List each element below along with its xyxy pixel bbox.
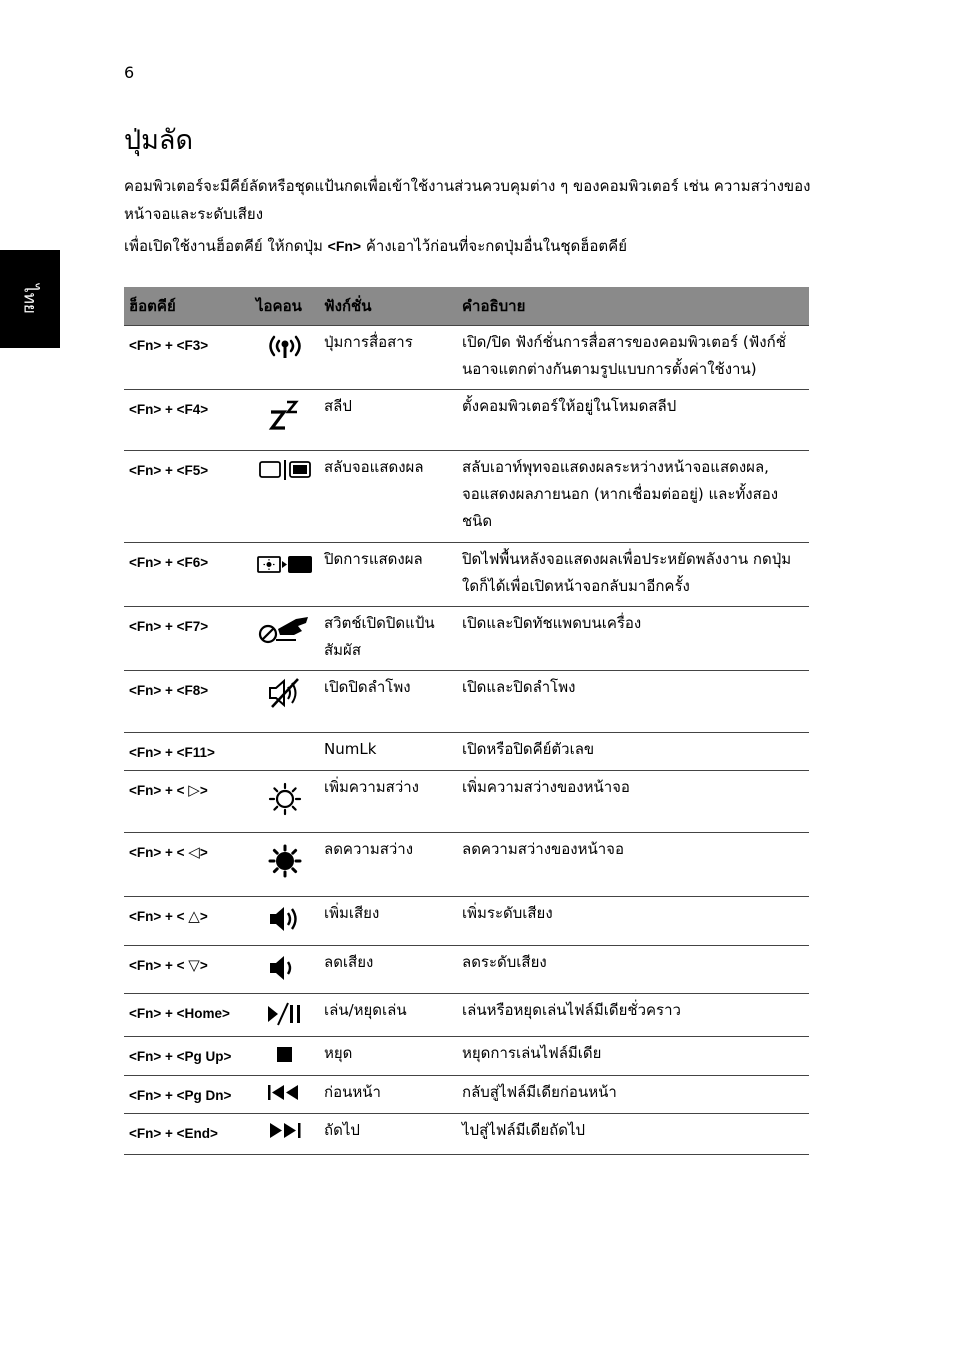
display-off-icon bbox=[256, 549, 314, 577]
speaker-toggle-icon bbox=[265, 677, 305, 709]
intro-instruction bbox=[124, 233, 824, 259]
hotkey-cell: <Fn> + <F5> bbox=[124, 451, 251, 543]
right-arrow-glyph: ▷ bbox=[188, 781, 200, 799]
table-row bbox=[124, 390, 809, 451]
description-cell: หยุดการเล่นไฟล์มีเดีย bbox=[457, 1037, 809, 1076]
hotkey-cell: <Fn> + <F8> bbox=[124, 671, 251, 733]
function-cell: หยุด bbox=[319, 1037, 457, 1076]
touchpad-toggle-icon bbox=[256, 613, 314, 647]
hotkey-suffix: > bbox=[199, 909, 208, 924]
intro-paragraph: คอมพิวเตอร์จะมีคีย์ลัดหรือชุดแป้นกดเพื่อเข้าใช้งานส่วนควบคุมต่าง ๆ ของคอมพิวเตอร์ เช่น ความสว่างของหน้าจอและระดับเสียง bbox=[124, 177, 811, 223]
intro-instruction-after: ค้างเอาไว้ก่อนที่จะกดปุ่มอื่นในชุดฮ็อตคีย์ bbox=[361, 237, 627, 255]
icon-cell bbox=[251, 451, 319, 543]
left-arrow-glyph: ◁ bbox=[188, 843, 200, 861]
table-row bbox=[124, 671, 809, 733]
function-cell: NumLk bbox=[319, 733, 457, 771]
table-row bbox=[124, 946, 809, 994]
hotkey-suffix: > bbox=[199, 958, 208, 973]
description-cell: เปิดหรือปิดคีย์ตัวเลข bbox=[457, 733, 809, 771]
hotkey-cell bbox=[124, 946, 251, 994]
icon-cell bbox=[251, 390, 319, 451]
hotkey-prefix: <Fn> + < bbox=[129, 845, 189, 860]
hotkey-suffix: > bbox=[199, 783, 208, 798]
icon-cell bbox=[251, 607, 319, 671]
function-cell: สลีป bbox=[319, 390, 457, 451]
hotkey-cell: <Fn> + <Home> bbox=[124, 994, 251, 1037]
hotkey-cell: <Fn> + <F3> bbox=[124, 326, 251, 390]
function-cell: ก่อนหน้า bbox=[319, 1076, 457, 1114]
wireless-icon bbox=[265, 332, 305, 362]
hotkey-cell: <Fn> + <F7> bbox=[124, 607, 251, 671]
up-arrow-glyph: △ bbox=[188, 907, 200, 925]
hotkey-cell: <Fn> + <Pg Dn> bbox=[124, 1076, 251, 1114]
stop-icon bbox=[265, 1043, 305, 1067]
hotkey-prefix: <Fn> + < bbox=[129, 783, 189, 798]
description-cell: เล่นหรือหยุดเล่นไฟล์มีเดียชั่วคราว bbox=[457, 994, 809, 1037]
page-title: ปุ่มลัด bbox=[124, 125, 194, 156]
description-cell: เปิด/ปิด ฟังก์ชั่นการสื่อสารของคอมพิวเตอร์ (ฟังก์ชั่นอาจแตกต่างกันตามรูปแบบการตั้งค่าใช้งาน) bbox=[457, 326, 809, 390]
table-row bbox=[124, 1037, 809, 1076]
header-icon: ไอคอน bbox=[251, 287, 319, 326]
hotkey-prefix: <Fn> + < bbox=[129, 958, 189, 973]
hotkey-table bbox=[124, 287, 809, 1155]
function-cell: ถัดไป bbox=[319, 1114, 457, 1155]
table-row bbox=[124, 994, 809, 1037]
function-cell: เล่น/หยุดเล่น bbox=[319, 994, 457, 1037]
table-row bbox=[124, 543, 809, 607]
description-cell: เปิดและปิดลำโพง bbox=[457, 671, 809, 733]
header-description: คำอธิบาย bbox=[457, 287, 809, 326]
hotkey-cell: <Fn> + <End> bbox=[124, 1114, 251, 1155]
icon-cell bbox=[251, 671, 319, 733]
display-toggle-icon bbox=[257, 457, 313, 483]
function-cell: เพิ่มเสียง bbox=[319, 897, 457, 946]
hotkey-cell: <Fn> + <Pg Up> bbox=[124, 1037, 251, 1076]
description-cell: ไปสู่ไฟล์มีเดียถัดไป bbox=[457, 1114, 809, 1155]
down-arrow-glyph: ▽ bbox=[188, 956, 200, 974]
hotkey-prefix: <Fn> + < bbox=[129, 909, 189, 924]
table-row bbox=[124, 326, 809, 390]
table-row bbox=[124, 1114, 809, 1155]
hotkey-suffix: > bbox=[199, 845, 208, 860]
icon-cell bbox=[251, 771, 319, 833]
brightness-up-icon bbox=[265, 777, 305, 817]
description-cell: ลดระดับเสียง bbox=[457, 946, 809, 994]
table-row bbox=[124, 1076, 809, 1114]
hotkey-cell bbox=[124, 897, 251, 946]
description-cell: เพิ่มความสว่างของหน้าจอ bbox=[457, 771, 809, 833]
icon-cell bbox=[251, 543, 319, 607]
function-cell: สวิตช์เปิดปิดแป้นสัมผัส bbox=[319, 607, 457, 671]
function-cell: ปุ่มการสื่อสาร bbox=[319, 326, 457, 390]
next-icon bbox=[264, 1120, 306, 1142]
hotkey-cell: <Fn> + <F4> bbox=[124, 390, 251, 451]
description-cell: สลับเอาท์พุทจอแสดงผลระหว่างหน้าจอแสดงผล, จอแสดงผลภายนอก (หากเชื่อมต่ออยู่) และทั้งสองชนิด bbox=[457, 451, 809, 543]
table-row bbox=[124, 833, 809, 897]
intro-instruction-before: เพื่อเปิดใช้งานฮ็อตคีย์ ให้กดปุ่ม bbox=[124, 237, 328, 255]
function-cell: เปิดปิดลำโพง bbox=[319, 671, 457, 733]
previous-icon bbox=[264, 1082, 306, 1104]
icon-cell bbox=[251, 1076, 319, 1114]
icon-cell bbox=[251, 897, 319, 946]
icon-cell bbox=[251, 733, 319, 771]
icon-cell bbox=[251, 994, 319, 1037]
header-hotkey: ฮ็อตคีย์ bbox=[124, 287, 251, 326]
table-row bbox=[124, 771, 809, 833]
hotkey-cell bbox=[124, 833, 251, 897]
function-cell: เพิ่มความสว่าง bbox=[319, 771, 457, 833]
function-cell: ปิดการแสดงผล bbox=[319, 543, 457, 607]
function-cell: สลับจอแสดงผล bbox=[319, 451, 457, 543]
table-header-row bbox=[124, 287, 809, 326]
description-cell: เปิดและปิดทัชแพดบนเครื่อง bbox=[457, 607, 809, 671]
function-cell: ลดเสียง bbox=[319, 946, 457, 994]
icon-cell bbox=[251, 946, 319, 994]
table-row bbox=[124, 451, 809, 543]
function-cell: ลดความสว่าง bbox=[319, 833, 457, 897]
icon-cell bbox=[251, 326, 319, 390]
table-row bbox=[124, 733, 809, 771]
volume-down-icon bbox=[265, 952, 305, 984]
table-row bbox=[124, 897, 809, 946]
page-number: 6 bbox=[124, 63, 135, 82]
brightness-down-icon bbox=[265, 839, 305, 879]
description-cell: กลับสู่ไฟล์มีเดียก่อนหน้า bbox=[457, 1076, 809, 1114]
sleep-icon bbox=[265, 396, 305, 432]
description-cell: ปิดไฟพื้นหลังจอแสดงผลเพื่อประหยัดพลังงาน กดปุ่มใดก็ได้เพื่อเปิดหน้าจอกลับมาอีกครั้ง bbox=[457, 543, 809, 607]
icon-cell bbox=[251, 833, 319, 897]
description-cell: เพิ่มระดับเสียง bbox=[457, 897, 809, 946]
hotkey-cell bbox=[124, 771, 251, 833]
play-pause-icon bbox=[264, 1000, 306, 1028]
description-cell: ลดความสว่างของหน้าจอ bbox=[457, 833, 809, 897]
hotkey-cell: <Fn> + <F6> bbox=[124, 543, 251, 607]
hotkey-cell: <Fn> + <F11> bbox=[124, 733, 251, 771]
header-function: ฟังก์ชั่น bbox=[319, 287, 457, 326]
icon-cell bbox=[251, 1037, 319, 1076]
language-side-tab bbox=[0, 250, 60, 348]
fn-key-label: <Fn> bbox=[327, 238, 362, 254]
description-cell: ตั้งคอมพิวเตอร์ให้อยู่ในโหมดสลีป bbox=[457, 390, 809, 451]
table-row bbox=[124, 607, 809, 671]
language-label: ไทย bbox=[19, 284, 40, 314]
icon-cell bbox=[251, 1114, 319, 1155]
volume-up-icon bbox=[265, 903, 305, 935]
